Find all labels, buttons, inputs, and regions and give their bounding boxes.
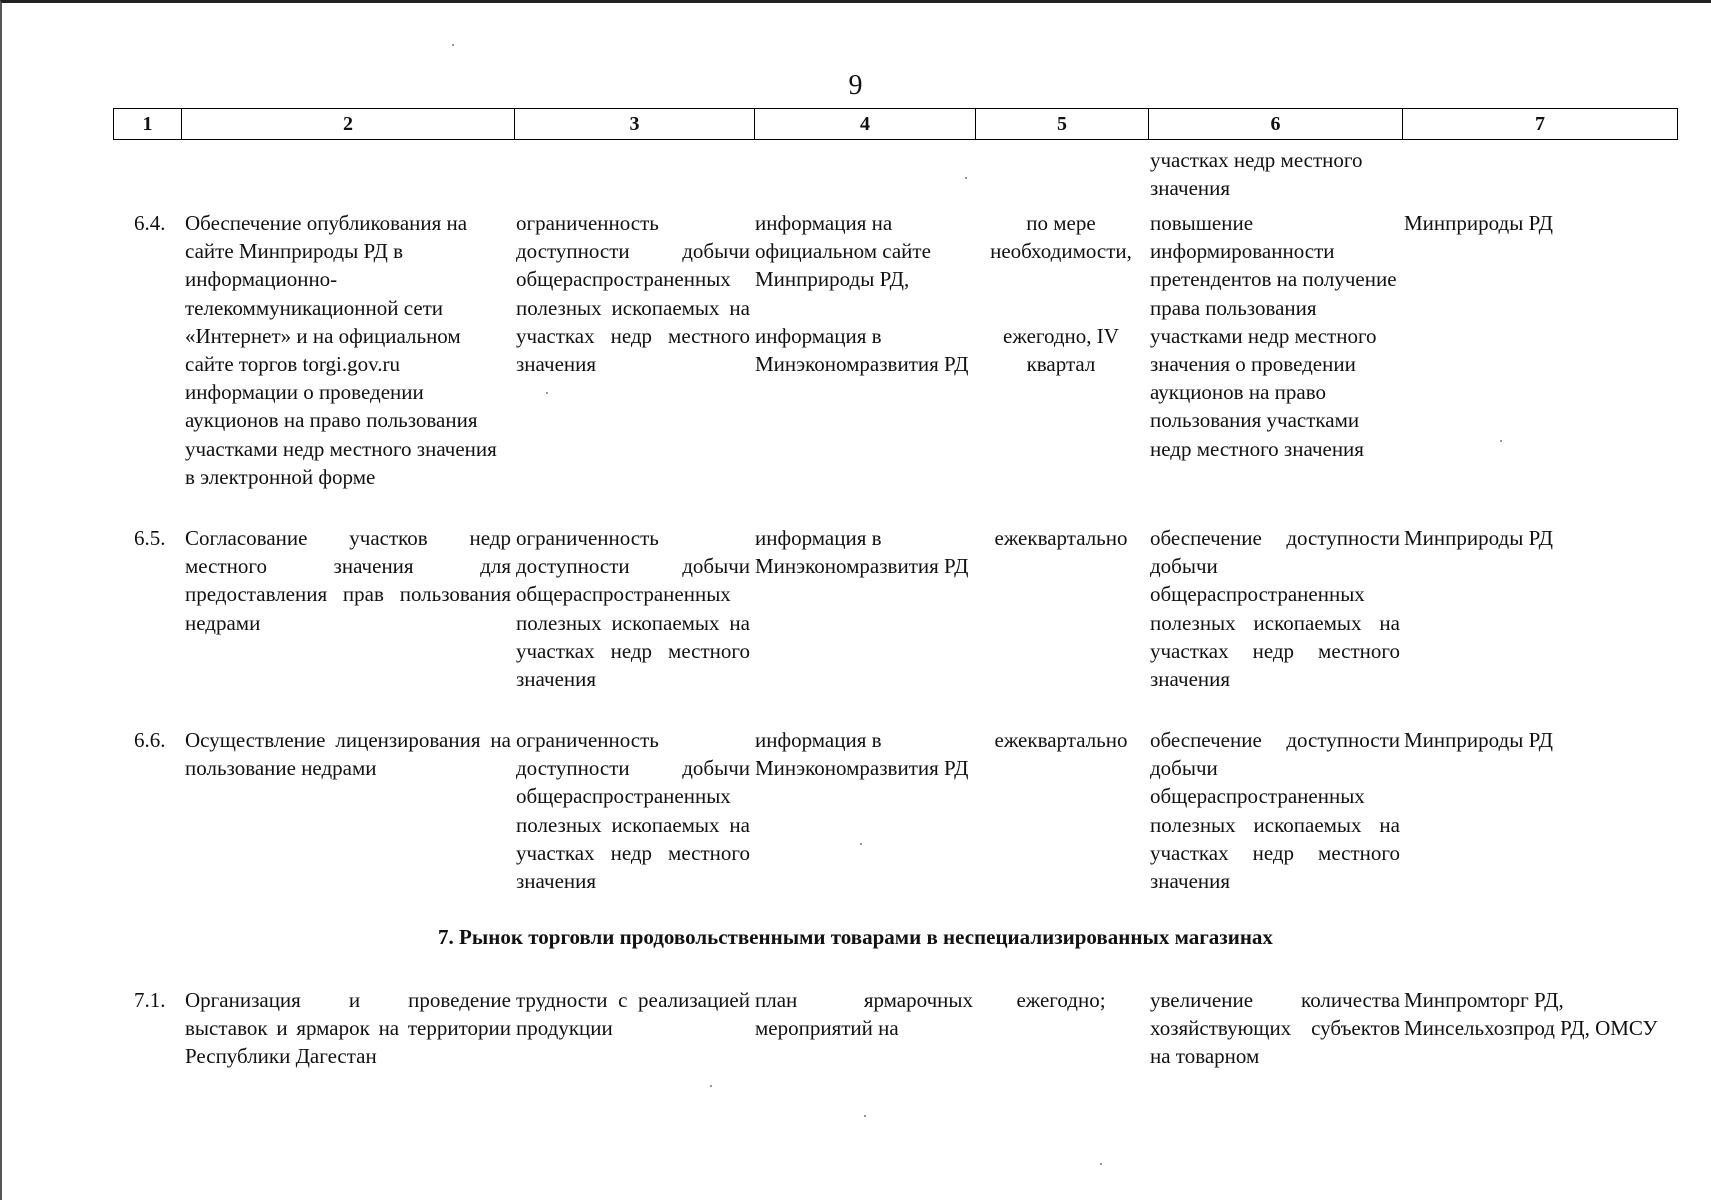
scan-speck bbox=[1100, 1163, 1102, 1165]
column-header-4: 4 bbox=[755, 109, 976, 140]
row-number: 6.4. bbox=[134, 211, 166, 235]
row-number: 7.1. bbox=[134, 988, 166, 1012]
deadline: ежеквартально bbox=[994, 728, 1128, 752]
column-header-2: 2 bbox=[182, 109, 515, 140]
column-header-table bbox=[113, 108, 1678, 140]
deadline-b: ежегодно, IV квартал bbox=[1003, 324, 1119, 377]
column-header-3: 3 bbox=[515, 109, 755, 140]
scan-speck bbox=[546, 392, 548, 394]
expected-result: обеспечение доступности добычи общераспространенных полезных ископаемых на участках недр местного значения bbox=[1150, 526, 1400, 692]
carry-over-col6: участках недр местного значения bbox=[1150, 148, 1363, 201]
deadline-a: по мере необходимости, bbox=[990, 211, 1132, 264]
problem-description: ограниченность доступности добычи общераспространенных полезных ископаемых на участках недр местного значения bbox=[516, 211, 750, 377]
column-header-5: 5 bbox=[976, 109, 1149, 140]
expected-result: повышение информированности претендентов на получение права пользования участками недр местного значения о проведении аукционов на право пользования участками недр местного значения bbox=[1150, 211, 1397, 461]
column-header-6: 6 bbox=[1149, 109, 1403, 140]
measure-description: Согласование участков недр местного значения для предоставления прав пользования недрами bbox=[185, 526, 511, 635]
page-number: 9 bbox=[848, 70, 863, 101]
column-header-1: 1 bbox=[114, 109, 182, 140]
deadline: ежеквартально bbox=[994, 526, 1128, 550]
scan-speck bbox=[710, 1085, 712, 1087]
problem-description: ограниченность доступности добычи общераспространенных полезных ископаемых на участках недр местного значения bbox=[516, 526, 750, 692]
row-number: 6.6. bbox=[134, 728, 166, 752]
measure-description: Организация и проведение выставок и ярмарок на территории Республики Дагестан bbox=[185, 988, 511, 1069]
section-title: 7. Рынок торговли продовольственными товарами в неспециализированных магазинах bbox=[438, 925, 1273, 949]
measure-description: Обеспечение опубликования на сайте Минприроды РД в информационно-телекоммуникационной сети «Интернет» и на официальном сайте торгов torgi.gov.ru информации о проведении аукционов на право пользования участками недр местного значения в электронной форме bbox=[185, 211, 497, 489]
scan-speck bbox=[965, 177, 967, 179]
column-header-7: 7 bbox=[1403, 109, 1678, 140]
responsible-executor: Минпромторг РД, Минсельхозпрод РД, ОМСУ bbox=[1404, 988, 1658, 1041]
scan-speck bbox=[1500, 440, 1502, 442]
column-header-row bbox=[114, 109, 1678, 140]
problem-description: ограниченность доступности добычи общераспространенных полезных ископаемых на участках недр местного значения bbox=[516, 728, 750, 894]
result-document: информация в Минэкономразвития РД bbox=[755, 526, 969, 579]
responsible-executor: Минприроды РД bbox=[1404, 728, 1553, 752]
responsible-executor: Минприроды РД bbox=[1404, 526, 1553, 550]
result-document-b: информация в Минэкономразвития РД bbox=[755, 324, 969, 377]
result-document-a: информация на официальном сайте Минприроды РД, bbox=[755, 211, 931, 292]
expected-result: увеличение количества хозяйствующих субъектов на товарном bbox=[1150, 988, 1400, 1069]
row-number: 6.5. bbox=[134, 526, 166, 550]
problem-description: трудности с реализацией продукции bbox=[516, 988, 750, 1041]
expected-result: обеспечение доступности добычи общераспространенных полезных ископаемых на участках недр местного значения bbox=[1150, 728, 1400, 894]
result-document: план ярмарочных мероприятий на bbox=[755, 988, 973, 1041]
scan-speck bbox=[452, 44, 454, 46]
result-document: информация в Минэкономразвития РД bbox=[755, 728, 969, 781]
measure-description: Осуществление лицензирования на пользование недрами bbox=[185, 728, 511, 781]
scan-speck bbox=[864, 1115, 866, 1117]
scan-speck bbox=[860, 843, 862, 845]
responsible-executor: Минприроды РД bbox=[1404, 211, 1553, 235]
deadline: ежегодно; bbox=[1016, 988, 1106, 1012]
